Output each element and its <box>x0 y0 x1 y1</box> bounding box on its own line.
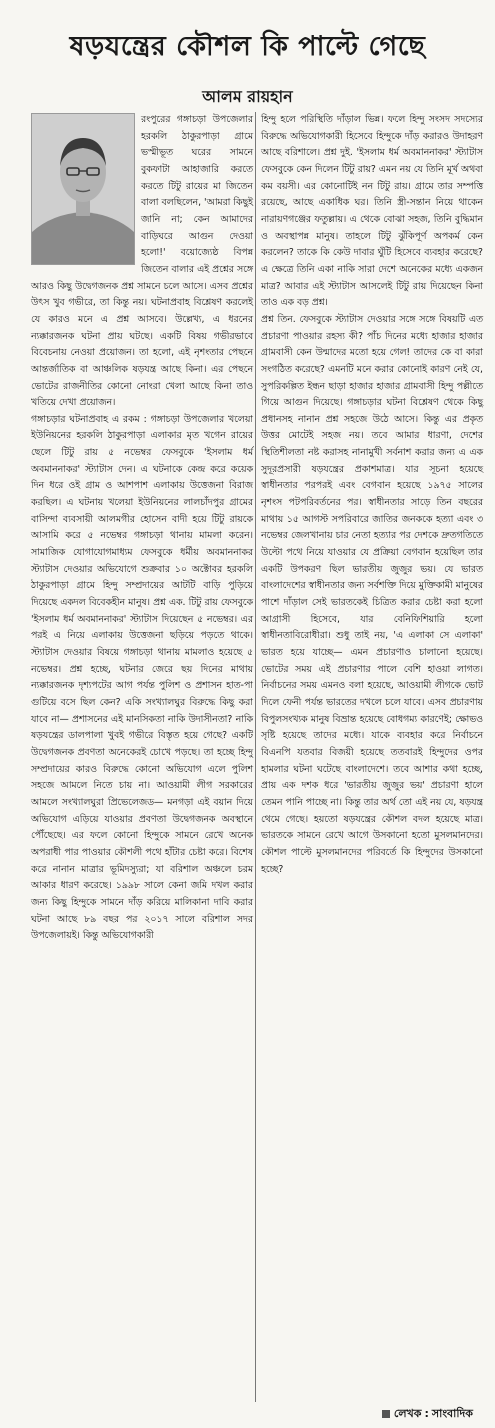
article-right-column <box>261 112 483 878</box>
author-note-role: সাংবাদিক <box>431 1407 473 1420</box>
author-note <box>382 1405 473 1424</box>
column-divider <box>255 112 256 1402</box>
author-portrait-icon <box>32 114 134 264</box>
byline: আলম রায়হান <box>202 87 293 106</box>
left-paragraph-1: রংপুরের গঙ্গাচড়া উপজেলার হরকলি ঠাকুরপাড়া গ্রামে ভস্মীভূত ঘরের সামনে বুকফাটা আহাজারি করতে করতে টিটু রায়ের মা জিতেন বালা বলছিলেন, 'আমরা কিছুই জানি না; কেন আমাদের বাড়িঘরে আগুন দেওয়া হলো!' বয়োজ্যেষ্ঠ বিপন্ন জিতেন বালার এই প্রশ্নের সঙ্গে আরও কিছু উদ্বেগজনক প্রশ্ন সামনে চলে আসে। এসব প্রশ্নের উৎস খুব গভীরে, তা কিন্তু নয়। ঘটনাপ্রবাহ বিশ্লেষণ করলেই যে কারও মনে এ প্রশ্ন আসবে। উল্লেখ্য, এ ধরনের ন্যক্কারজনক ঘটনা প্রায় ঘটছে। একটি বিষয় গভীরভাবে বিবেচনায় নেওয়া প্রয়োজন। তা হলো, এই নৃশংতার পেছনে আন্তর্জাতিক বা আঞ্চলিক ষড়যন্ত্র আছে কিনা। এর পেছনে ভোটের রাজনীতির কোনো নোংরা খেলা আছে কিনা তাও খতিয়ে দেখা প্রয়োজন। <box>31 114 253 409</box>
author-note-label: লেখক <box>393 1407 422 1420</box>
headline: ষড়যন্ত্রের কৌশল কি পাল্টে গেছে <box>69 31 426 62</box>
right-paragraph-1: হিন্দু হলে পরিস্থিতি দাঁড়াল ভিন্ন। ফলে হিন্দু সংসদ সদস্যের বিরুদ্ধে অভিযোগকারী হিসেবে হিন্দুকে দাঁড় করারও উদাহরণ আছে বরিশালে। প্রশ্ন দুই. 'ইসলাম ধর্ম অবমাননাকর' স্ট্যাটাস ফেসবুকে কেন দিলেন টিটু রায়? এমন নয় যে তিনি মূর্খ অথবা কম বয়সী। এর কোনোটিই নন টিটু রায়। গ্রামে তার সম্পত্তি রয়েছে, আছে একাধিক ঘর। তিনি স্ত্রী-সন্তান নিয়ে থাকেন নারায়ণগঞ্জের ফতুল্লায়। এ থেকে বোঝা সহজ, তিনি বুদ্ধিমান ও অবস্থাপন্ন মানুষ। তাহলে টিটু ঝুঁকিপূর্ণ অপকর্ম কেন করলেন? তাকে কি কেউ দাবার ঘুঁটি হিসেবে ব্যবহার করেছে? এ ক্ষেত্রে তিনি একা নাকি সারা দেশে অনেকের মধ্যে একজন মাত্র? আবার এই স্ট্যাটাস আসলেই টিটু রায় দিয়েছেন কিনা তাও এক বড় প্রশ্ন। <box>261 114 483 309</box>
square-bullet-icon <box>382 1410 390 1418</box>
article-left-column <box>31 112 253 945</box>
author-photo <box>31 113 135 265</box>
right-paragraph-2: প্রশ্ন তিন. ফেসবুকে স্ট্যাটাস দেওয়ার সঙ্গে সঙ্গে বিষয়টি এত প্রচারণা পাওয়ার রহস্য কী? পাঁচ দিনের মধ্যে হাজার হাজার গ্রামবাসী কেন উন্মাদের মতো হয়ে গেল! তাদের কে বা কারা সংগঠিত করেছে? এমনটি মনে করার কোনোই কারণ নেই যে, সুপরিকল্পিত ইন্ধন ছাড়া হাজার হাজার গ্রামবাসী হিন্দু পল্লীতে গিয়ে আগুন দিয়েছে। গঙ্গাচড়ার ঘটনা বিশ্লেষণ থেকে কিছু প্রধানসহ নানান প্রশ্ন সহজে উঠে আসে। কিন্তু এর প্রকৃত উত্তর মোটেই সহজ নয়। তবে আমার ধারণা, দেশের স্থিতিশীলতা নষ্ট করাসহ নানামুখী সর্বনাশ করার জন্য এ এক সুদূরপ্রসারী ষড়যন্ত্রের প্রকাশমাত্র। যার সূচনা হয়েছে স্বাধীনতার পরপরই এবং বেগবান হয়েছে ১৯৭৫ সালের নৃশংস পটপরিবর্তনের পর। স্বাধীনতার সাড়ে তিন বছরের মাথায় ১৫ আগস্ট সপরিবারে জাতির জনককে হত্যা এবং ৩ নভেম্বর জেলখানায় চার নেতা হত্যার পর দেশকে দ্রুতগতিতে উল্টো পথে নিয়ে যাওয়ার যে প্রক্রিয়া বেগবান হয়েছিল তার একটি উপকরণ ছিল ভারতীয় জুজুর ভয়। যে ভারত বাংলাদেশের স্বাধীনতার জন্য সর্বশক্তি দিয়ে মুক্তিকামী মানুষের পাশে দাঁড়াল সেই ভারতকেই চিত্রিত করার চেষ্টা করা হলো আগ্রাসী হিসেবে, যার বেনিফিশিয়ারি হলো স্বাধীনতাবিরোধীরা। শুধু তাই নয়, 'এ এলাকা সে এলাকা' ভারত হয়ে যাচ্ছে— এমন প্রচারণাও চালানো হয়েছে। ভোটের সময় এই প্রচারণার পালে বেশি হাওয়া লাগত। নির্বাচনের সময় এমনও বলা হয়েছে, আওয়ামী লীগকে ভোট দিলে ফেনী পর্যন্ত ভারতের দখলে চলে যাবে। এসব প্রচারণায় বিপুলসংখ্যক মানুষ বিভ্রান্ত হয়েছে বোধগম্য কারণেই; ক্ষোভও সৃষ্টি হয়েছে তাদের মধ্যে। যাকে ব্যবহার করে নির্বাচনে বিএনপি যতবার বিজয়ী হয়েছে ততবারই হিন্দুদের ওপর হামলার ঘটনা ঘটেছে বাংলাদেশে। তবে আশার কথা হচ্ছে, প্রায় এক দশক ধরে 'ভারতীয় জুজুর ভয়' প্রচারণা হালে তেমন পানি পাচ্ছে না। কিন্তু তার অর্থ তো এই নয় যে, ষড়যন্ত্র থেমে গেছে। হয়তো ষড়যন্ত্রের কৌশল বদল হয়েছে মাত্র। ভারতকে সামনে রেখে আগে উসকানো হতো মুসলমানদের। কৌশল পাল্টে মুসলমানদের পরিবর্তে কি হিন্দুদের উসকানো হচ্ছে? <box>261 313 483 875</box>
left-paragraph-2: গঙ্গাচড়ার ঘটনাপ্রবাহ এ রকম : গঙ্গাচড়া উপজেলার খলেয়া ইউনিয়নের হরকলি ঠাকুরপাড়া এলাকার মৃত খগেন রায়ের ছেলে টিটু রায় ৫ নভেম্বর ফেসবুকে 'ইসলাম ধর্ম অবমাননাকর' স্ট্যাটাস দেন। এ ঘটনাকে কেন্দ্র করে কয়েক দিন ধরে ওই গ্রাম ও আশপাশ এলাকায় উত্তেজনা বিরাজ করছিল। এ ঘটনায় খলেয়া ইউনিয়নের লালচাঁদপুর গ্রামের বাসিন্দা ব্যবসায়ী আলমগীর হোসেন বাদী হয়ে টিটু রায়কে আসামি করে ৫ নভেম্বর গঙ্গাচড়া থানায় মামলা করেন। সামাজিক যোগাযোগমাধ্যম ফেসবুকে ধর্মীয় অবমাননাকর স্ট্যাটাস দেওয়ার অভিযোগে শুক্রবার ১০ অক্টোবর হরকলি ঠাকুরপাড়া গ্রামে হিন্দু সম্প্রদায়ের আটটি বাড়ি পুড়িয়ে দিয়েছে একদল বিবেকহীন মানুষ। প্রশ্ন এক. টিটু রায় ফেসবুকে 'ইসলাম ধর্ম অবমাননাকর' স্ট্যাটাস দিয়েছেন ৫ নভেম্বর। এর পরই এ নিয়ে এলাকায় উত্তেজনা ছড়িয়ে পড়তে থাকে। স্ট্যাটাস দেওয়ার বিষয়ে গঙ্গাচড়া থানায় মামলাও হয়েছে ৫ নভেম্বর। প্রশ্ন হচ্ছে, ঘটনার জেরে ছয় দিনের মাথায় ন্যক্কারজনক দৃশ্যপটের আগ পর্যন্ত পুলিশ ও প্রশাসন হাত-পা গুটিয়ে বসে ছিল কেন? একি সংখ্যালঘুর বিরুদ্ধে কিছু করা যাবে না— প্রশাসনের এই মানসিকতা নাকি উদাসীনতা? নাকি ষড়যন্ত্রের ডালপালা খুবই গভীরে বিস্তৃত হয়ে গেছে? একটি উদ্বেগজনক প্রবণতা অনেকেরই চোখে পড়ছে। তা হচ্ছে হিন্দু সম্প্রদায়ের কারও বিরুদ্ধে কোনো অভিযোগ এলে পুলিশ সহজে আমলে নিতে চায় না। আওয়ামী লীগ সরকারের আমলে সংখ্যালঘুরা প্রিভেলেজড— মনগড়া এই বয়ান দিয়ে অভিযোগ এড়িয়ে যাওয়ার প্রবণতা উদ্বেগজনক অবস্থানে পৌঁছেছে। এর ফলে কোনো হিন্দুকে সামনে রেখে অনেক অপরাধী পার পাওয়ার কৌশলী পথে হাঁটার চেষ্টা করে। বিশেষ করে নানান মাত্রার ভূমিদস্যুরা; যা বরিশাল অঞ্চলে চরম আকার ধারণ করেছে। ১৯৯৮ সালে কেনা জমি দখল করার জন্য কিছু হিন্দুকে সামনে দাঁড় করিয়ে মালিকানা দাবি করার ঘটনা আছে ৮৯ বছর পর ২০১৭ সালে বরিশাল সদর উপজেলায়ই। কিন্তু অভিযোগকারী <box>31 413 253 942</box>
author-note-separator: : <box>424 1407 429 1420</box>
